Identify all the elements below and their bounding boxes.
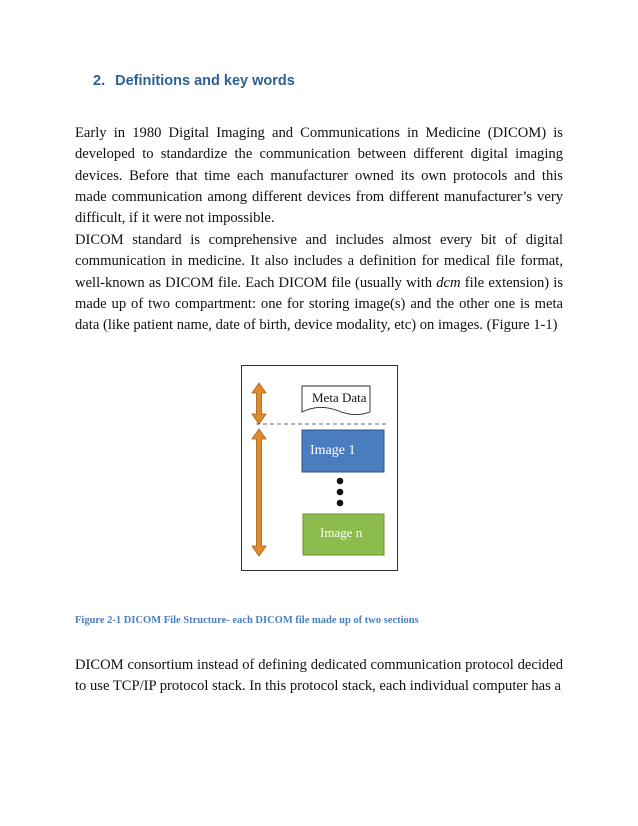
- paragraph-dicom-history: Early in 1980 Digital Imaging and Communications in Medicine (DICOM) is developed to standardize the communication between different digital imaging devices. Before that time each manufacturer owned its own protocols and this made communication among different devices from different manufacturer’s very difficult, if it were not impossible.: [75, 125, 563, 227]
- paragraph-tcpip: DICOM consortium instead of defining dedicated communication protocol decided to use TCP/IP protocol stack. In this protocol stack, each individual computer has a: [75, 657, 563, 695]
- image-1-box: [302, 430, 384, 472]
- image-n-label: Image n: [320, 525, 363, 540]
- paragraph-text: file extension) is made up of two compartment: one for storing image(s) and the other one is meta data (like patient name, date of birth, device modality, etc) on images. (Figure 1-1): [75, 274, 563, 334]
- paragraph-text: DICOM standard is comprehensive and includes almost every bit of digital communication in medicine. It also includes a definition for medical file format, well-known as DICOM file. Each DICOM file (usually with: [75, 232, 563, 291]
- dicom-structure-figure: [241, 365, 398, 571]
- paragraph-dicom-standard: [75, 230, 563, 336]
- section-heading: [93, 73, 295, 89]
- meta-section-arrow: [252, 383, 266, 424]
- figure-caption: Figure 2-1 DICOM File Structure- each DICOM file made up of two sections: [75, 615, 419, 626]
- image-section-arrow: [252, 429, 266, 556]
- ellipsis-dots: [337, 478, 344, 507]
- image-n-box: [303, 514, 384, 555]
- dicom-structure-diagram: [242, 366, 399, 572]
- meta-data-label: Meta Data: [312, 390, 367, 405]
- section-title: Definitions and key words: [115, 73, 295, 89]
- file-extension-text: dcm: [436, 274, 461, 291]
- image-1-label: Image 1: [310, 443, 356, 458]
- section-number: 2.: [93, 73, 106, 89]
- meta-data-box: [302, 386, 370, 415]
